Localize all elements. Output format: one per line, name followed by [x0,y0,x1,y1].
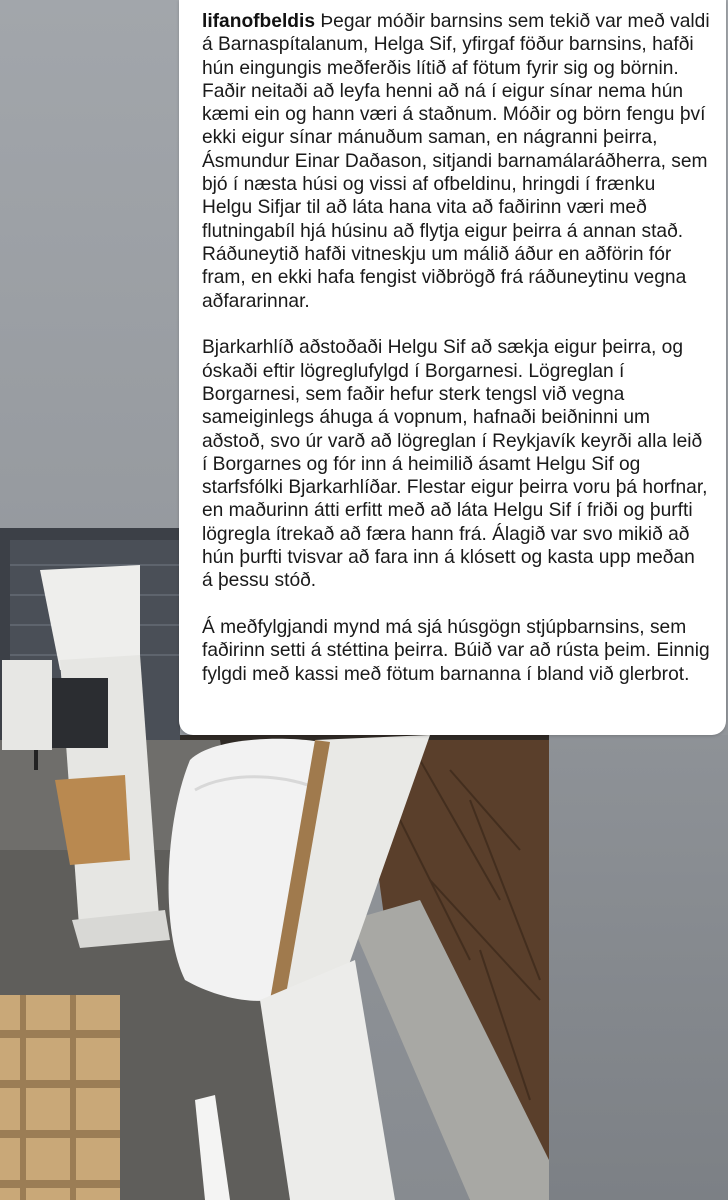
caption-text-1: Þegar móðir barnsins sem tekið var með valdi á Barnaspítalanum, Helga Sif, yfirgaf föður barnsins, hafði hún eingungis meðferðis lítið af fötum fyrir sig og börnin. Faðir neitaði að leyfa henni að ná í eigur sínar nema hún kæmi ein og hann væri á staðnum. Móðir og börn fengu því ekki eigur sínar mánuðum saman, en nágranni þeirra, Ásmundur Einar Daðason, sitjandi barnamálaráðherra, sem bjó í næsta húsi og vissi af ofbeldinu, hringdi í frænku Helgu Sifjar til að láta hana vita að faðirinn væri með flutningabíl hjá húsinu að flytja eigur þeirra á annan stað. Ráðuneytið hafði vitneskju um málið áður en aðförin fór fram, en ekki hafa fengist viðbrögð frá ráðuneytinu vegna aðfararinnar. [202,11,710,312]
caption-paragraph-3: Á meðfylgjandi mynd má sjá húsgögn stjúpbarnsins, sem faðirinn setti á stéttina þeirra. Búið var að rústa þeim. Einnig fylgdi með kassi með fötum barnanna í bland við glerbrot. [202,617,710,685]
caption-paragraph-2: Bjarkarhlíð aðstoðaði Helgu Sif að sækja eigur þeirra, og óskaði eftir lögreglufylgd í Borgarnesi. Lögreglan í Borgarnesi, sem faðir hefur sterk tengsl við vegna sameiginlegs áhuga á vopnum, hafnaði beiðninni um aðstoð, svo úr varð að lögreglan í Reykjavík keyrði alla leið í Borgarnes og fór inn á heimilið ásamt Helgu Sif og starfsfólki Bjarkarhlíðar. Flestar eigur þeirra voru þá horfnar, en maðurinn átti erfitt með að láta Helgu Sif í friði og þurfti lögregla ítrekað að færa hann frá. Álagið var svo mikið að hún þurfti tvisvar að fara inn á klósett og kasta upp meðan á þessu stóð. [202,337,708,592]
post-caption-card [179,0,726,735]
username-link[interactable]: lifanofbeldis [202,11,315,32]
caption-paragraph-1 [202,10,710,313]
